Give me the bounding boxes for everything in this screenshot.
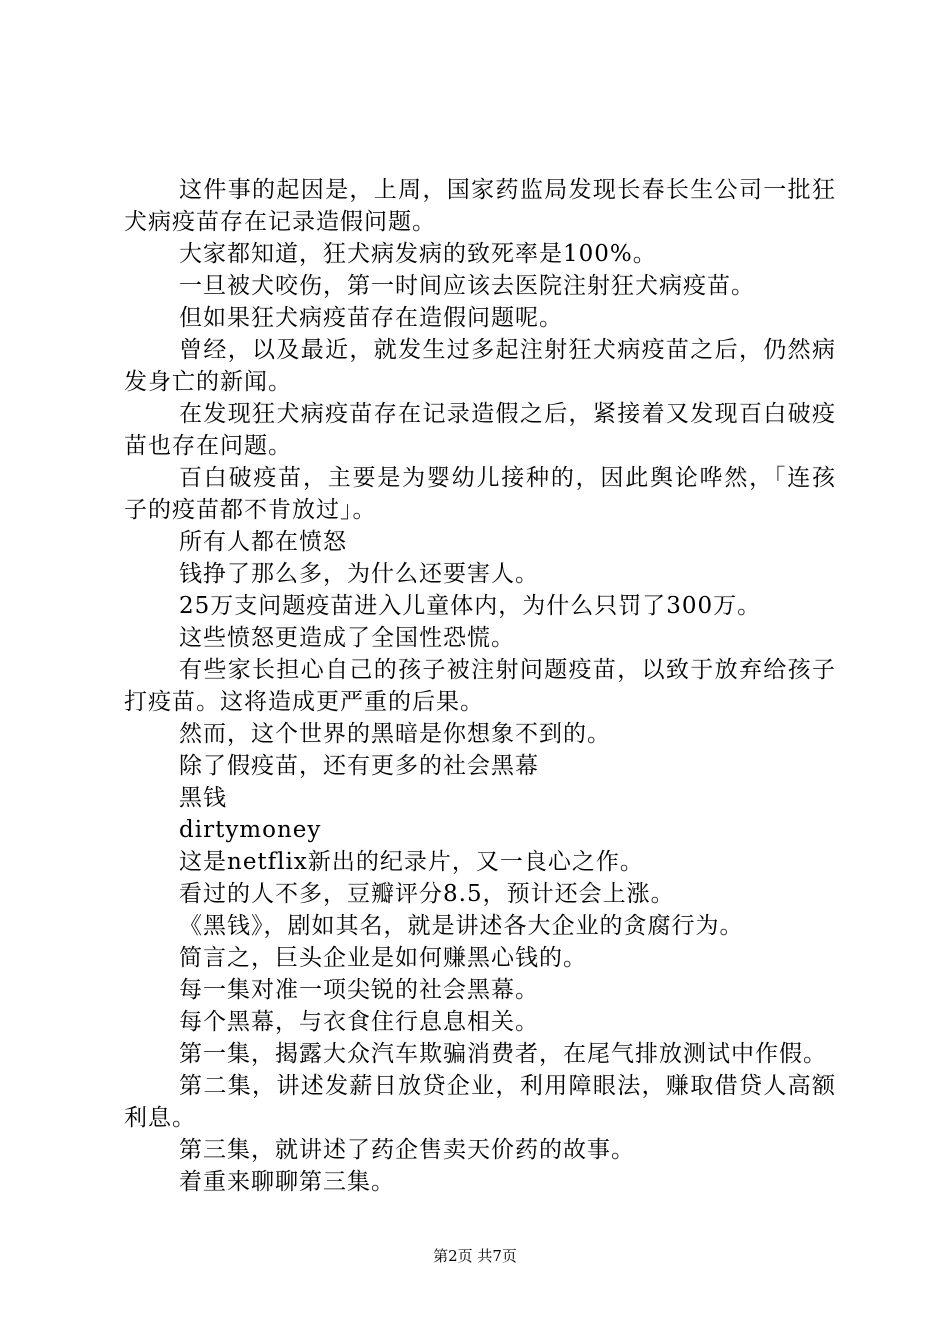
paragraph: 看过的人不多，豆瓣评分8.5，预计还会上涨。	[179, 881, 675, 907]
paragraph: 每个黑幕，与衣食住行息息相关。	[179, 1009, 539, 1035]
paragraph: 第一集，揭露大众汽车欺骗消费者，在尾气排放测试中作假。	[179, 1041, 827, 1067]
paragraph: 着重来聊聊第三集。	[179, 1169, 395, 1195]
paragraph: 黑钱	[179, 785, 227, 811]
paragraph: 这些愤怒更造成了全国性恐慌。	[179, 625, 515, 651]
paragraph: 每一集对准一项尖锐的社会黑幕。	[179, 977, 539, 1003]
paragraph: 第三集，就讲述了药企售卖天价药的故事。	[179, 1137, 635, 1163]
paragraph: 有些家长担心自己的孩子被注射问题疫苗，以致于放弃给孩子打疫苗。这将造成更严重的后果。	[124, 657, 836, 715]
paragraph: 但如果狂犬病疫苗存在造假问题呢。	[179, 305, 563, 331]
paragraph: 然而，这个世界的黑暗是你想象不到的。	[179, 721, 611, 747]
page-number-footer: 第2页 共7页	[433, 1247, 517, 1265]
paragraph: 这是netflix新出的纪录片，又一良心之作。	[179, 849, 644, 875]
paragraph: 这件事的起因是，上周，国家药监局发现长春长生公司一批狂犬病疫苗存在记录造假问题。	[124, 177, 836, 235]
paragraph: 《黑钱》，剧如其名，就是讲述各大企业的贪腐行为。	[179, 913, 744, 939]
paragraph: 一旦被犬咬伤，第一时间应该去医院注射狂犬病疫苗。	[179, 273, 755, 299]
paragraph: 曾经，以及最近，就发生过多起注射狂犬病疫苗之后，仍然病发身亡的新闻。	[124, 337, 836, 395]
paragraph: 百白破疫苗，主要是为婴幼儿接种的，因此舆论哗然，「连孩子的疫苗都不肯放过」。	[124, 465, 836, 523]
document-body	[124, 174, 836, 1198]
paragraph: dirtymoney	[179, 817, 322, 843]
paragraph: 25万支问题疫苗进入儿童体内，为什么只罚了300万。	[179, 593, 762, 619]
paragraph: 大家都知道，狂犬病发病的致死率是100%。	[179, 241, 657, 267]
paragraph: 除了假疫苗，还有更多的社会黑幕	[179, 753, 539, 779]
paragraph: 简言之，巨头企业是如何赚黑心钱的。	[179, 945, 587, 971]
paragraph: 所有人都在愤怒	[179, 529, 347, 555]
paragraph: 第二集，讲述发薪日放贷企业，利用障眼法，赚取借贷人高额利息。	[124, 1073, 836, 1131]
paragraph: 钱挣了那么多，为什么还要害人。	[179, 561, 539, 587]
paragraph: 在发现狂犬病疫苗存在记录造假之后，紧接着又发现百白破疫苗也存在问题。	[124, 401, 836, 459]
